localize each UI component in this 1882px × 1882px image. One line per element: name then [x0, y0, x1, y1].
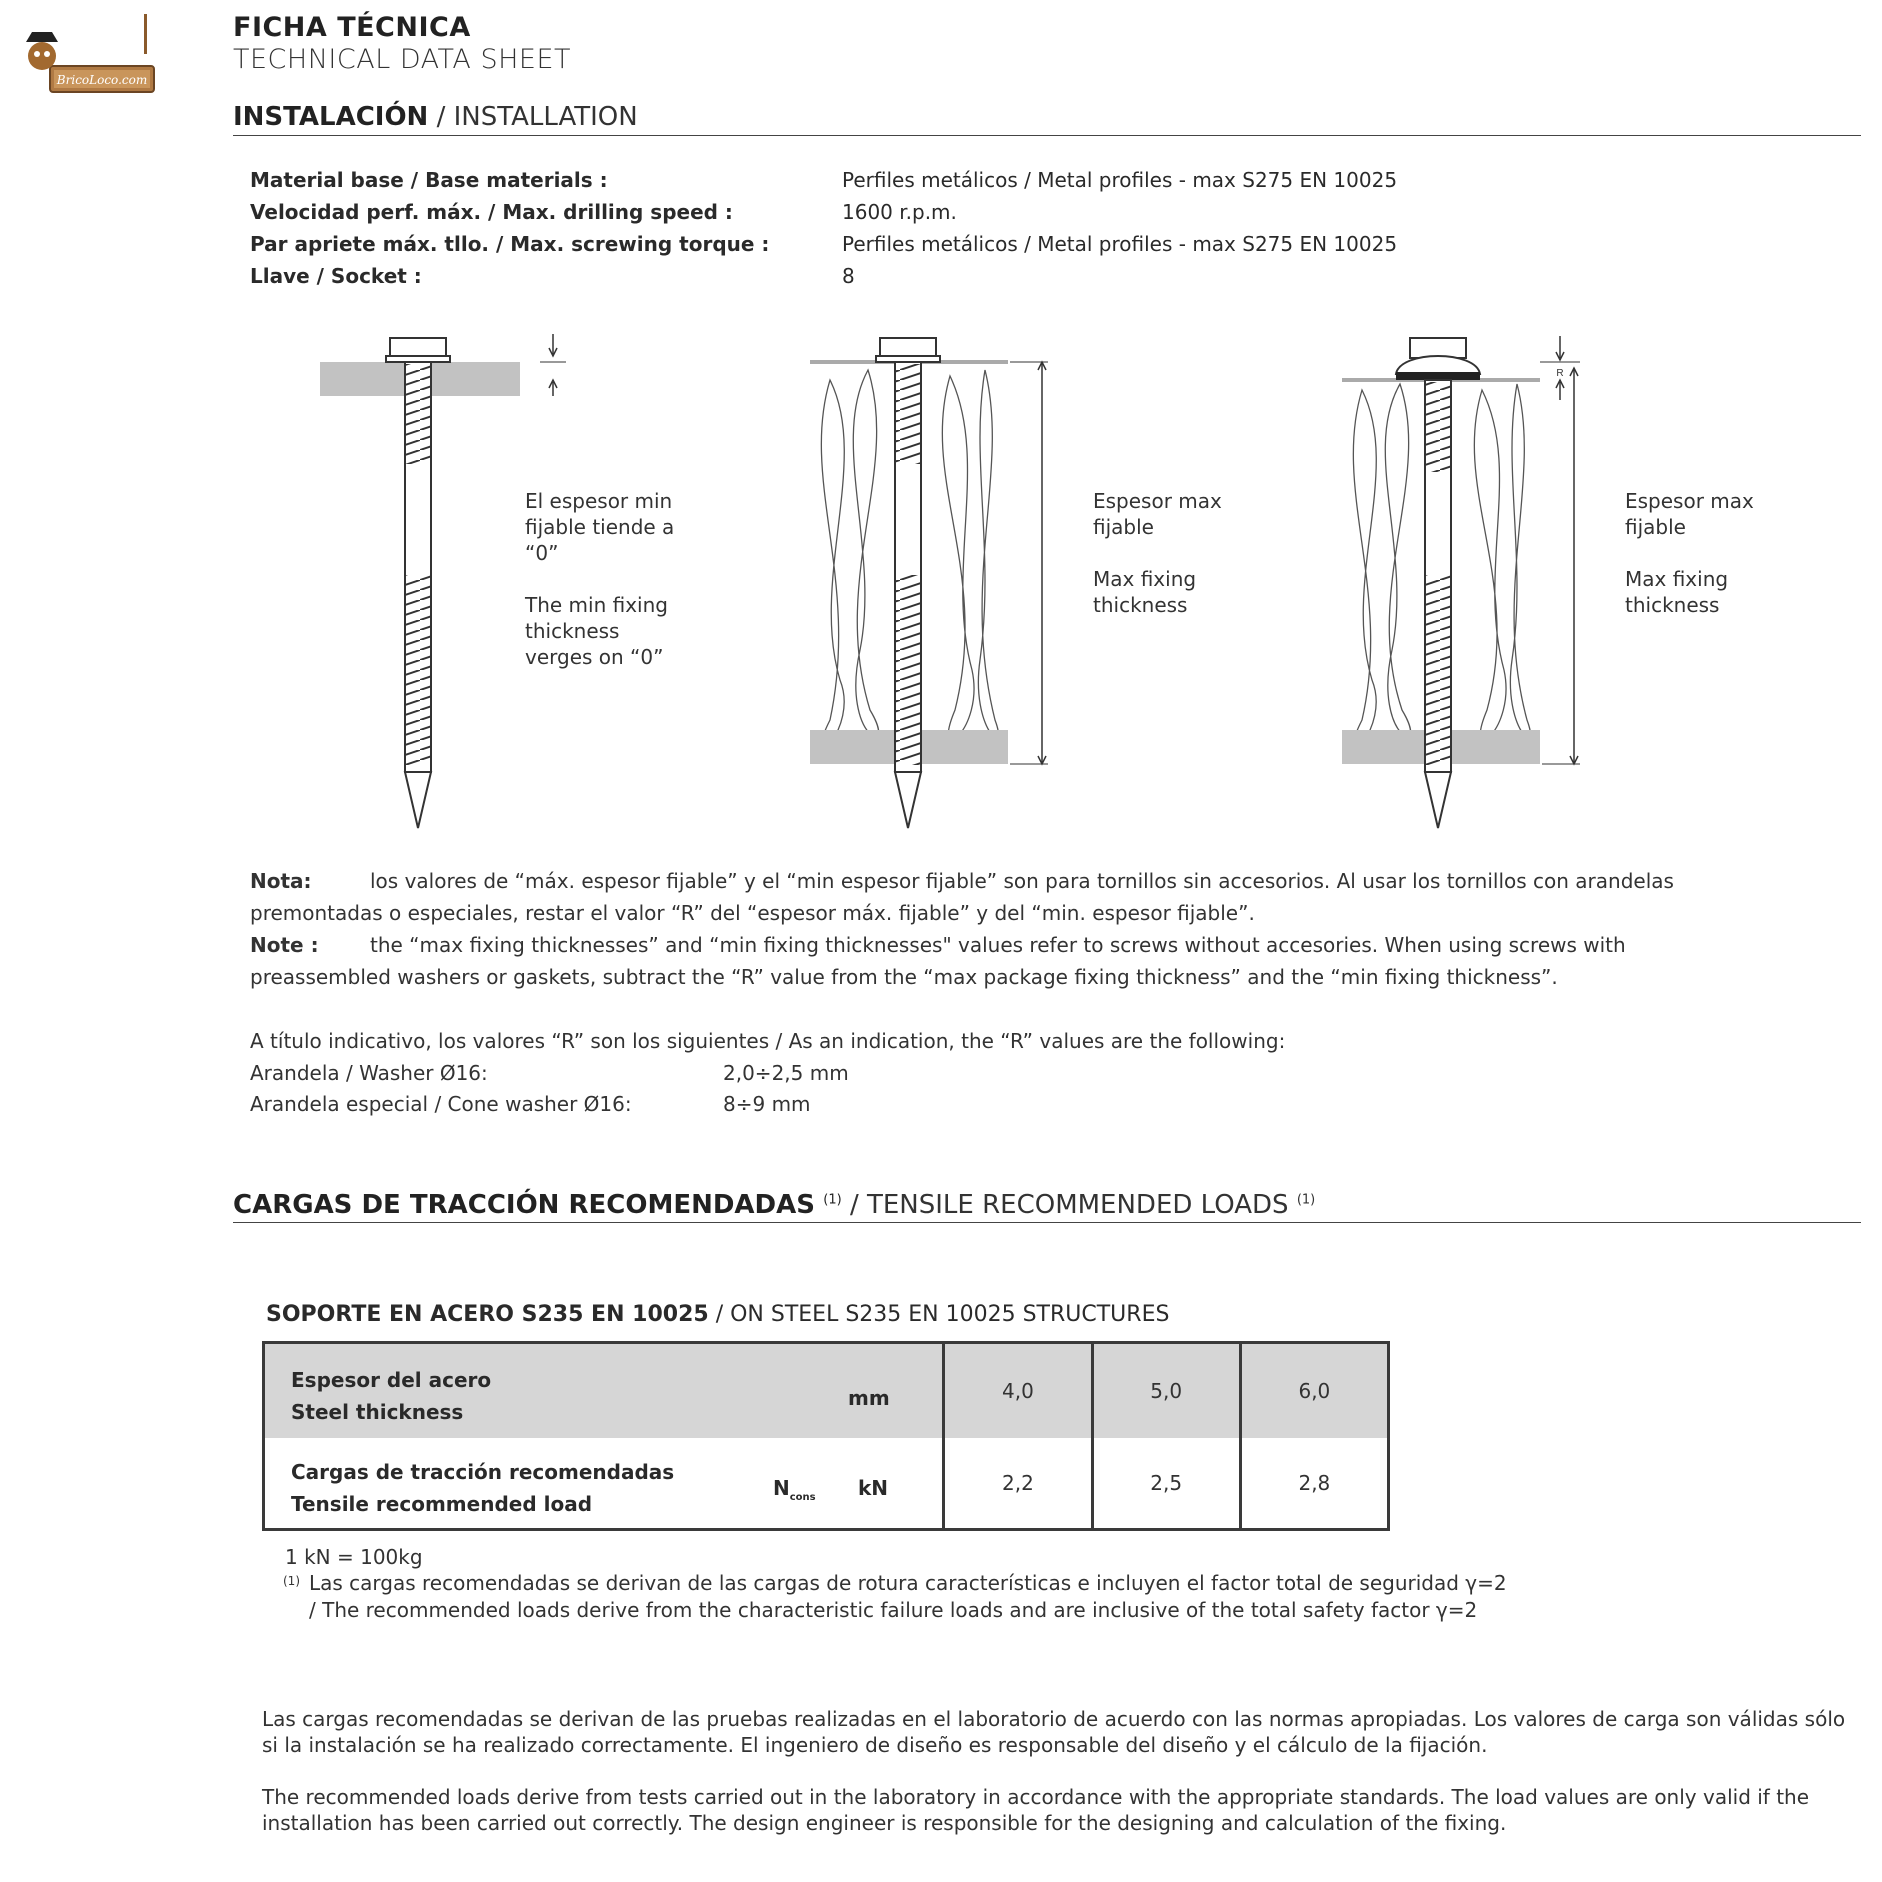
loads-heading-sep: / — [849, 1190, 859, 1220]
spec-label: Velocidad perf. máx. / Max. drilling speed : — [250, 200, 733, 224]
table-cell: 2,8 — [1298, 1470, 1331, 1495]
r-intro: A título indicativo, los valores “R” son los siguientes / As an indication, the “R” values are the following: — [250, 1029, 1286, 1053]
spec-row — [250, 168, 1500, 198]
r-value-label: Arandela especial / Cone washer Ø16: — [250, 1092, 632, 1116]
loads-table — [262, 1341, 1390, 1531]
loads-heading-sup: (1) — [823, 1192, 842, 1208]
diagram1-text-line: fijable tiende a — [525, 515, 675, 539]
diagram-max-thickness-washer — [1342, 336, 1580, 828]
table-cell: 4,0 — [944, 1343, 1092, 1438]
loads-heading — [233, 1190, 1315, 1220]
title-es: FICHA TÉCNICA — [233, 12, 471, 43]
note-es — [250, 866, 1770, 929]
section-divider — [233, 1222, 1861, 1223]
row2-symbol — [773, 1476, 816, 1503]
disclaimer-en: The recommended loads derive from tests carried out in the laboratory in accordance with the appropriate standards. The load values are only valid if the installation has been carried out correctly. The design engineer is responsible for the designing and calculation of the fixing. — [262, 1785, 1810, 1835]
note-en-label: Note : — [250, 933, 319, 957]
table-cell: 2,5 — [1092, 1438, 1240, 1530]
row1-label-es: Espesor del acero — [291, 1368, 492, 1392]
note-es-text: los valores de “máx. espesor fijable” y el “min espesor fijable” son para tornillos sin accesorios. Al usar los tornillos con arandelas premontadas o especiales, restar el valor “R” del “espesor máx. fijable” y del “min. espesor fijable”. — [250, 869, 1674, 925]
disclaimer-es: Las cargas recomendadas se derivan de las pruebas realizadas en el laboratorio de acuerdo con las normas apropiadas. Los valores de carga son válidas sólo si la instalación se ha realizado correctamente. El ingeniero de diseño es responsable del diseño y el cálculo de la fijación. — [262, 1707, 1846, 1757]
row2-symbol-sub: cons — [789, 1491, 816, 1503]
installation-heading-es: INSTALACIÓN — [233, 102, 429, 132]
title-en: TECHNICAL DATA SHEET — [233, 44, 572, 75]
note-en-text: the “max fixing thicknesses” and “min fixing thicknesses" values refer to screws without accesories. When using screws with preassembled washers or gaskets, subtract the “R” value from the “max package fixing thickness” and the “min fixing thickness”. — [250, 933, 1626, 989]
footnote-conversion: 1 kN = 100kg — [285, 1545, 423, 1569]
diagram3-text-line: fijable — [1625, 515, 1686, 539]
row2-symbol-main: N — [773, 1475, 790, 1500]
footnote-es: Las cargas recomendadas se derivan de las cargas de rotura características e incluyen el factor total de seguridad γ=2 — [309, 1571, 1507, 1595]
diagram2-text-line: thickness — [1093, 593, 1188, 617]
table-row — [264, 1438, 1389, 1530]
spec-list — [250, 168, 1500, 298]
diagram2-text-line: fijable — [1093, 515, 1154, 539]
diagram1-text-line: The min fixing — [525, 593, 668, 617]
table-subheading-es: SOPORTE EN ACERO S235 EN 10025 — [266, 1302, 709, 1327]
spec-value: Perfiles metálicos / Metal profiles - max S275 EN 10025 — [842, 168, 1398, 192]
installation-diagrams — [0, 320, 1882, 840]
table-label-cell — [264, 1343, 944, 1438]
row2-label-en: Tensile recommended load — [291, 1491, 593, 1516]
diagram1-text-line: thickness — [525, 619, 620, 643]
footnote-mark: (1) — [283, 1574, 300, 1588]
spec-value: 8 — [842, 264, 855, 288]
diagram1-text-line: “0” — [525, 541, 559, 565]
row1-unit: mm — [848, 1386, 890, 1410]
table-cell: 6,0 — [1298, 1378, 1331, 1403]
diagram2-text-line: Espesor max — [1093, 489, 1222, 513]
diagram2-text-line: Max fixing — [1093, 567, 1197, 591]
diagram1-text — [525, 488, 674, 670]
row2-unit: kN — [858, 1475, 889, 1500]
table-row — [264, 1343, 1389, 1438]
table-subheading-en: / ON STEEL S235 EN 10025 STRUCTURES — [715, 1302, 1170, 1327]
diagram1-text-line: El espesor min — [525, 489, 673, 513]
footnote-en: / The recommended loads derive from the characteristic failure loads and are inclusive of the total safety factor γ=2 — [309, 1598, 1478, 1622]
installation-heading-sep: / — [436, 102, 446, 132]
table-label-cell — [264, 1438, 944, 1530]
spec-row — [250, 200, 1500, 230]
diagram3-text — [1625, 488, 1754, 618]
brand-logo — [22, 14, 158, 104]
loads-heading-es: CARGAS DE TRACCIÓN RECOMENDADAS — [233, 1190, 815, 1220]
row1-label-en: Steel thickness — [291, 1400, 464, 1424]
loads-heading-en: TENSILE RECOMMENDED LOADS — [866, 1190, 1289, 1220]
diagram3-text-line: Max fixing — [1625, 567, 1729, 591]
table-subheading — [266, 1302, 1169, 1327]
r-value: 2,0÷2,5 mm — [723, 1061, 849, 1085]
spec-label: Material base / Base materials : — [250, 168, 608, 192]
spec-value: 1600 r.p.m. — [842, 200, 957, 224]
note-es-label: Nota: — [250, 869, 312, 893]
installation-heading — [233, 102, 638, 132]
r-values — [250, 1029, 1650, 1129]
logo-text: BricoLoco.com — [56, 73, 148, 87]
row2-label-es: Cargas de tracción recomendadas — [291, 1459, 675, 1484]
spec-label: Llave / Socket : — [250, 264, 422, 288]
note-en — [250, 930, 1770, 993]
spec-label: Par apriete máx. tllo. / Max. screwing torque : — [250, 232, 770, 256]
spec-row — [250, 232, 1500, 262]
r-value-label: Arandela / Washer Ø16: — [250, 1061, 488, 1085]
spec-value: Perfiles metálicos / Metal profiles - max S275 EN 10025 — [842, 232, 1398, 256]
installation-heading-en: INSTALLATION — [453, 102, 638, 132]
section-divider — [233, 135, 1861, 136]
spec-row — [250, 264, 1500, 294]
r-label: R — [1556, 368, 1564, 379]
diagram2-text — [1093, 488, 1222, 618]
diagram1-text-line: verges on “0” — [525, 645, 664, 669]
table-cell: 2,2 — [944, 1438, 1092, 1530]
loads-heading-sup-en: (1) — [1296, 1192, 1316, 1208]
diagram3-text-line: Espesor max — [1625, 489, 1754, 513]
diagram-max-thickness — [810, 338, 1048, 828]
diagram3-text-line: thickness — [1625, 593, 1720, 617]
r-value: 8÷9 mm — [723, 1092, 811, 1116]
table-cell: 5,0 — [1092, 1343, 1240, 1438]
